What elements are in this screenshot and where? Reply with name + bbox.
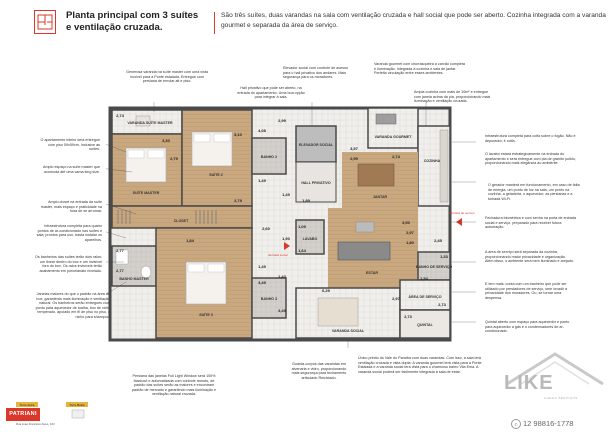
dim-20: 2,97 (406, 230, 414, 235)
label-estar: ESTAR (366, 271, 378, 275)
dim-33: 2,97 (392, 296, 400, 301)
annotation-janelas: Janelas maiores do que o padrão na área do box, garantindo mais iluminação e ventilação natural. Os banheiros serão entregues com ponto para aquecedor de toalha, box de vidro temperado, apoiado em fil de piso no piso, e nicho para shampoo. (35, 292, 110, 319)
dim-2: 3,30 (162, 138, 170, 143)
annotation-hall: Hall privativo que pode ser aberto, na entrada do apartamento. Uma boa opção para integrar à sala. (237, 86, 305, 99)
floor-plan (106, 102, 476, 348)
annotation-unico: Único prédio do Vale do Paraíba com duas varandas. Com isso, a sala terá ventilação cruzada e vista dupla: A varanda gourmet terá vista para a Ponte Estaiada e a varanda social terá vista para o charmoso bairro Vila Ema. A varanda social poderá ser facilmente integrada à sala de estar. (358, 356, 482, 374)
label-banho-2: BANHO 2 (260, 155, 278, 159)
annotation-apartamento: O apartamento inteiro será entregue com piso 59x59cm, inclusive as suítes. (40, 138, 100, 151)
room-closet (112, 206, 252, 228)
whatsapp-icon: ✆ (511, 419, 521, 429)
dim-31: 3,49 (278, 308, 286, 313)
dim-14: 1,09 (298, 224, 306, 229)
dim-7: 4,08 (258, 128, 266, 133)
dim-28: 1,49 (258, 264, 266, 269)
label-varanda-gourmet: VARANDA GOURMET (374, 135, 412, 139)
label-varanda-suite-master: VARANDA SUÍTE MASTER (127, 121, 173, 125)
annotation-quintal: Quintal aberto com espaço para aquecedor e ponto para aquecedor a gás e o condensadores de ar-condicionado. (485, 320, 570, 333)
dim-29: 3,49 (258, 280, 266, 285)
like-logo-sub: CHEGA SERVIÇOS (544, 396, 578, 400)
dim-3: 2,79 (170, 156, 178, 161)
label-banho-3: BANHO 3 (260, 297, 278, 301)
dim-18: 2,60 (262, 226, 270, 231)
label-varanda-social: VARANDA SOCIAL (331, 329, 365, 333)
brand-patriani: PATRIANI (6, 408, 40, 421)
annotation-guarda: Guarda-corpos das varandas em alvenaria e vidro, proporcionando mais segurança para fechamento articulado Reiciclado. (291, 362, 347, 380)
intro-text: São três suítes, duas varandas na sala com ventilação cruzada e hall social que pode ser aberto. Cozinha integrada com a varanda gourmet e separada da área de serviço. (221, 12, 606, 29)
page-title: Planta principal com 3 suítes e ventilação cruzada. (66, 10, 199, 33)
label-suite-2: SUÍTE 2 (209, 173, 223, 177)
dim-16: 2,77 (116, 268, 124, 273)
badge-torre-apira-label: Torre Apira (19, 403, 35, 407)
label-banho-servico: BANHO DE SERVIÇO (415, 265, 453, 269)
annotation-elevador: Elevador social com controle de acesso para o hall privativo dos andares. Mais segurança para os moradores. (283, 66, 348, 79)
label-area-servico: ÁREA DE SERVIÇO (408, 295, 442, 299)
label-entrada-social: Entrada social (268, 253, 288, 257)
dim-15: 1,64 (298, 248, 306, 253)
annotation-cozinha: Ampla cozinha com mais de 10m² e entregue com janela acima da pia, proporcionando mais iluminação e ventilação cruzada. (414, 90, 491, 103)
badge-torre-belita-label: Torre Belita (69, 403, 85, 407)
dim-21: 1,80 (406, 240, 414, 245)
annotation-persiana: Persiana das janelas Full Light Window será 100% blackout e automatizada com controle remoto, de padrão das suítes serão as maiores e encontram padrão de mercado e garantindo mais iluminação e ventilação natural cruzada. (131, 374, 217, 396)
badge-rua: Rua Joao Francisco Alves, 163 (16, 422, 55, 426)
label-suite-master: SUÍTE MASTER (132, 191, 160, 195)
dim-17: 2,77 (116, 248, 124, 253)
label-elevador: ELEVADOR SOCIAL (298, 143, 334, 147)
dim-6: 2,99 (278, 118, 286, 123)
annotation-area: A área de serviço será separada da cozinha, proporcionando maior privacidade e organização. Além disso, o ambiente será bem iluminado e arejado. (485, 250, 574, 263)
dim-22: 3,50 (402, 220, 410, 225)
dim-5: 1,49 (258, 178, 266, 183)
annotation-banho-servico: E tem mais: conta com um banheiro que pode ser utilizado por prestadores de serviço, sem invadir a privacidade dos moradores. Ou, se tornar uma despensa. (485, 282, 568, 300)
label-hall-privativo: HALL PRIVATIVO (301, 181, 331, 185)
annotation-infra: Infraestrutura completa para quatro pontos de ar-condicionado nas suítes e sala, prontos para uso, basta instalar os aparelhos. (36, 224, 102, 242)
annotation-banheiros: Os banheiros das suítes terão dois ralos: um linear dentro do box e um invisível fora do box. Os ralos invisíveis terão acabamento em porcelanato nivelado. (34, 255, 102, 273)
annotation-gerador: O gerador manterá em funcionamento, em caso de falta de energia, um ponto de luz na sala, um ponto na cozinha, a geladeira, o aquecedor, as persianas e a tomada Wi-Fi. (488, 183, 580, 201)
like-logo: LIKE (504, 372, 554, 394)
dim-8: 1,49 (282, 192, 290, 197)
annotation-closet: Amplo closet na entrada da suíte master, mais espaço e praticidade na hora de se arrumar. (40, 200, 102, 213)
label-jantar: JANTAR (372, 195, 388, 199)
dim-10: 3,57 (350, 146, 358, 151)
annotation-lavabo: O lavabo estará estrategicamente na entrada do apartamento e será entregue com pia de granito polido, proporcionando mais elegância ao ambiente. (485, 152, 576, 165)
annotation-gourmet: Varanda gourmet com churrasqueira a carvão completa e iluminação. Integrada à cozinha e sala de jantar. Perfeita circulação entre esses ambientes. (374, 62, 465, 75)
label-entrada-servico: Entrada de serviço (449, 211, 475, 215)
floorplan-icon (34, 10, 56, 34)
dim-19: 1,90 (282, 236, 290, 241)
label-banho-master: BANHO MASTER (119, 277, 149, 281)
label-lavabo: LAVABO (302, 237, 318, 241)
annotation-generosa: Generosa varanda na suíte master com uma vista incrível para a Ponte estaiada. Entregue com persiana de enrolar alt e piso. (126, 70, 208, 83)
dim-26: 2,73 (404, 314, 412, 319)
dim-25: 1,54 (420, 276, 428, 281)
dim-12: 1,89 (302, 198, 310, 203)
dim-1: 2,74 (116, 113, 124, 118)
dim-13: 1,84 (186, 238, 194, 243)
dim-11: 2,99 (350, 156, 358, 161)
label-quintal: QUINTAL (417, 323, 433, 327)
dim-27: 2,73 (438, 302, 446, 307)
label-cozinha: COZINHA (423, 159, 441, 163)
title-divider (214, 12, 215, 34)
label-suite-3: SUÍTE 3 (199, 313, 213, 317)
annotation-infra-cozinha: Infraestrutura completa para coifa sobre o fogão. Não é depurador, é coifa. (485, 134, 576, 143)
dim-34: 2,79 (234, 198, 242, 203)
dim-23: 2,45 (434, 238, 442, 243)
dim-9: 2,74 (392, 154, 400, 159)
phone-number: 12 98816-1778 (523, 419, 574, 428)
annotation-espaco: Amplo espaço na suíte master que acomoda até uma cama king size. (43, 165, 100, 174)
dim-32: 6,29 (322, 288, 330, 293)
dim-30: 1,43 (278, 274, 286, 279)
dim-4: 3,10 (234, 132, 242, 137)
annotation-fechadura: Fechadura biométrica e com senha na porta de entrada social e serviço, preparado para receber futura automação. (485, 216, 577, 229)
dim-24: 1,33 (440, 254, 448, 259)
label-closet: CLOSET (173, 219, 189, 223)
